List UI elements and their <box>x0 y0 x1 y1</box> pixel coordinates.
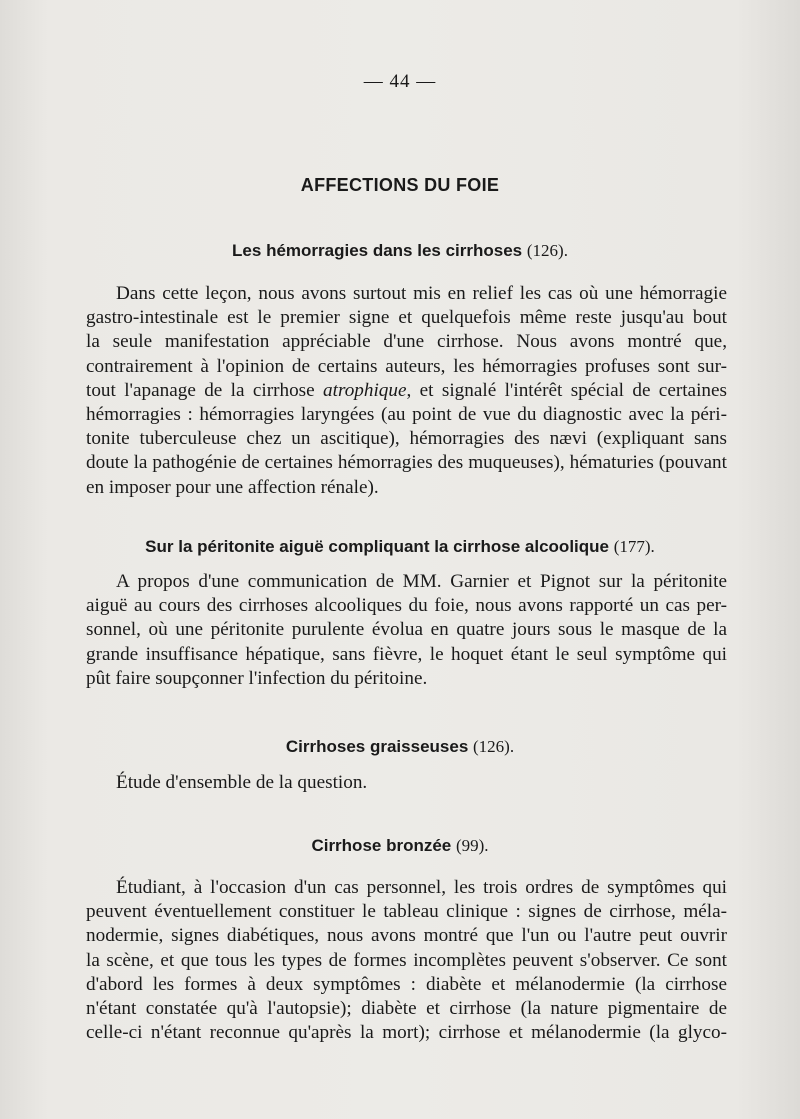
text-line: tonite tuberculeuse chez un ascitique), hémorragies des nævi (expliquant sans <box>86 428 727 450</box>
paragraph-hemorragies <box>86 282 727 500</box>
text-line: hémorragies : hémorragies laryngées (au point de vue du diagnostic avec la péri- <box>86 404 727 426</box>
emphasis-atrophique: atrophique <box>323 379 407 401</box>
heading-text: Cirrhoses graisseuses <box>285 737 469 756</box>
text-line: A propos d'une communication de MM. Garnier et Pignot sur la péritonite <box>116 571 727 592</box>
heading-ref: (126). <box>473 737 515 756</box>
page-number: — 44 — <box>363 71 437 92</box>
text-line: Étudiant, à l'occasion d'un cas personnel, les trois ordres de symptômes qui <box>116 877 727 898</box>
text-line-with-emphasis <box>86 379 727 403</box>
section-title: AFFECTIONS DU FOIE <box>300 175 500 195</box>
heading-ref: (126). <box>526 241 568 260</box>
text-line: peuvent éventuellement constituer le tableau clinique : signes de cirrhose, méla- <box>86 901 727 923</box>
text-line: d'abord les formes à deux symptômes : diabète et mélanodermie (la cirrhose <box>86 973 727 995</box>
heading-text: Sur la péritonite aiguë compliquant la cirrhose alcoolique <box>145 537 609 556</box>
line-post: , et signalé l'intérêt spécial de certaines <box>406 379 727 401</box>
heading-ref: (177). <box>613 537 655 556</box>
heading-text: Les hémorragies dans les cirrhoses <box>232 241 523 260</box>
text-line: contrairement à l'opinion de certains auteurs, les hémorragies profuses sont sur- <box>86 355 727 377</box>
heading-cirrhose-bronzee <box>0 836 800 856</box>
heading-hemorragies <box>0 241 800 261</box>
paragraph-peritonite <box>86 570 727 691</box>
text-line: la scène, et que tous les types de formes incomplètes peuvent s'observer. Ce sont <box>86 949 727 971</box>
heading-peritonite <box>0 537 800 557</box>
text-line: Étude d'ensemble de la question. <box>116 772 368 793</box>
text-line: sonnel, où une péritonite purulente évolua en quatre jours sous le masque de la <box>86 619 727 641</box>
text-line: Dans cette leçon, nous avons surtout mis en relief les cas où une hémorragie <box>116 283 727 304</box>
text-line: en imposer pour une affection rénale). <box>86 476 379 498</box>
heading-cirrhoses-graisseuses <box>0 737 800 757</box>
line-pre: tout l'apanage de la cirrhose <box>86 379 315 401</box>
text-line: celle-ci n'étant reconnue qu'après la mort); cirrhose et mélanodermie (la glyco- <box>86 1022 727 1044</box>
text-line: n'étant constatée qu'à l'autopsie); diabète et cirrhose (la nature pigmentaire de <box>86 998 727 1020</box>
text-line: nodermie, signes diabétiques, nous avons montré que l'un ou l'autre peut ouvrir <box>86 925 727 947</box>
paragraph-cirrhoses-graisseuses <box>86 771 727 795</box>
text-line: la seule manifestation appréciable d'une cirrhose. Nous avons montré que, <box>86 331 727 353</box>
heading-text: Cirrhose bronzée <box>311 836 452 855</box>
paragraph-cirrhose-bronzee <box>86 876 727 1045</box>
text-line: gastro-intestinale est le premier signe et quelquefois même reste jusqu'au bout <box>86 307 727 329</box>
text-line: pût faire soupçonner l'infection du péritoine. <box>86 667 428 689</box>
heading-ref: (99). <box>455 836 489 855</box>
text-line: aiguë au cours des cirrhoses alcooliques du foie, nous avons rapporté un cas per- <box>86 595 727 617</box>
text-line: grande insuffisance hépatique, sans fièvre, le hoquet étant le seul symptôme qui <box>86 643 727 665</box>
text-line: doute la pathogénie de certaines hémorragies des muqueuses), hématuries (pouvant <box>86 452 727 474</box>
